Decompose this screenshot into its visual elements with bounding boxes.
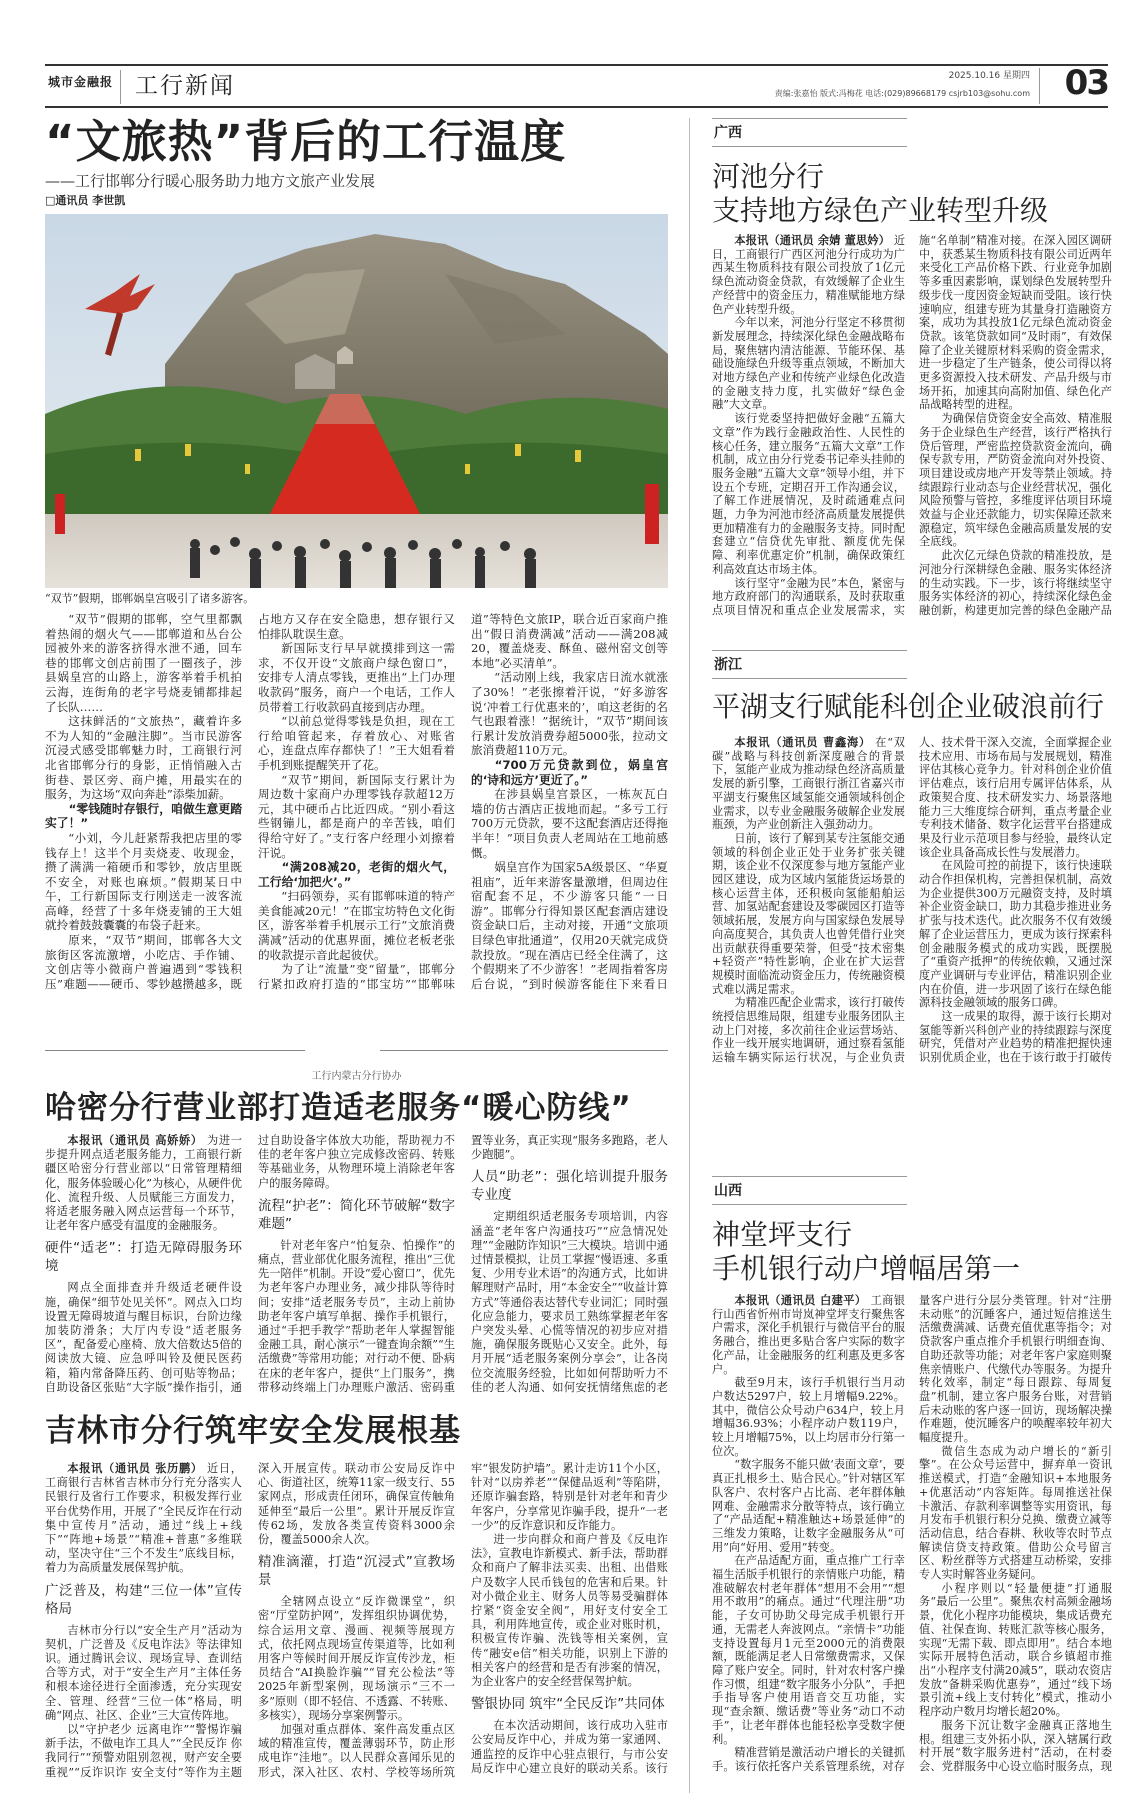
guangxi-title-line2: 支持地方绿色产业转型升级: [712, 194, 1049, 227]
subheading: 硬件“适老”：打造无障碍服务环境: [45, 1240, 242, 1275]
subheading: “满208减20，老街的烟火气，工行给‘加把火’。”: [258, 860, 455, 889]
guangxi-title-line1: 河池分行: [712, 160, 825, 193]
paragraph-text: 近日，工商银行吉林省吉林市分行充分落实人民银行及省行工作要求，积极发挥行业平台优势作用，开展了“全民反诈在行动集中宣传月”活动，通过“线上+线下”“阵地+场景”“精准+普惠”多维联动，坚决守住“三个不发生”底线目标，着力为高质量发展保驾护航。: [45, 1462, 242, 1575]
subheading: “零钱随时存银行，咱做生意更踏实了！”: [45, 801, 242, 831]
lead-article-byline: □通讯员 李世凯: [45, 194, 126, 207]
region-label-guangxi: 广西: [712, 118, 907, 147]
paragraph: 微信生态成为动户增长的“新引擎”。在公众号运营中，摒弃单一资讯推送模式，打造“金融知识+本地服务+优惠活动”内容矩阵。每周推送社保卡激活、存款利率调整等实用资讯，每月发布手机银行积分兑换、缴费立减等活动信息，结合春耕、秋收等农时节点解读信贷支持政策。借助公众号留言区、粉丝群等方式搭建互动桥梁，安排专人实时解答业务疑问。: [919, 1444, 1112, 1582]
paragraph: 在本次活动期间，该行成功入驻市公安局反诈中心，并成为第一家通网、通监控的反诈中心驻点银行，与市公安局反诈中心建立良好的联动关系。该行: [471, 1719, 668, 1775]
paragraph: 网点全面排查并升级适老硬件设施，确保“细节处见关怀”。网点入口均设置无障碍坡道与醒目标识，台阶边缘加装防滑条；大厅内专设“适老服务区”，配备爱心座椅、放大倍数达5倍的阅读放大镜、应急呼叫铃及便民医药箱，箱内常备降压药、创可贴等物品；自助设备区张贴“大字版”操作指引，通过自助设备字体放大功能，帮助视力不佳的老年客户独立完成修改密码、转账等基础业务，从物理环境上消除老年客户的服务障碍。: [45, 1134, 455, 1394]
shanxi-article-body: [712, 1294, 1112, 1774]
section-name: 工行新闻: [135, 73, 235, 99]
column-divider: [689, 118, 690, 1793]
zhejiang-article-title: 平湖支行赋能科创企业破浪前行: [712, 690, 1105, 723]
region-label-zhejiang: 浙江: [712, 650, 907, 679]
paragraph: 该行坚守“金融为民”本色，紧密与地方政府部门的沟通联系，及时获取重点项目情况和重点企业发展需求，实施“名单制”精准对接。在深入园区调研中，获悉某生物质科技有限公司近两年来受化工产品价格下跌、行业竞争加剧等多重因素影响，谋划绿色发展转型升级步伐一度因资金短缺而受阻。该行快速响应，组建专班为其量身打造融资方案，成功为其投放1亿元绿色流动资金贷款。该笔贷款如同“及时雨”，有效保障了企业关键原材料采购的资金需求，进一步稳定了生产链条，使公司得以将更多资源投入技术研发、产品升级与市场开拓，加速其向高附加值、绿色化产品战略转型的进程。: [712, 234, 1112, 617]
paragraph: 在涉县娲皇宫景区，一栋灰瓦白墙的仿古酒店正拔地而起。“多亏工行700万元贷款，要不这配套酒店还得拖半年！”项目负责人老周站在工地前感慨。: [471, 787, 668, 860]
reporter-credit: 本报讯（通讯员 余婧 董思妗）: [734, 234, 891, 247]
paragraph: “小刘，今儿赶紧帮我把店里的零钱存上！这半个月卖烧麦、收现金，攒了满满一箱硬币和零钞，放店里既不安全，对账也麻烦。”假期某日中午，工行新国际支行刚送走一波客流高峰，经营了十多年烧麦铺的王大姐就拎着鼓鼓囊囊的布袋子赶来。: [45, 830, 242, 933]
shanxi-title-line2: 手机银行动户增幅居第一: [712, 1252, 1021, 1285]
guangxi-article-body: [712, 234, 1112, 622]
lead-article-title: “文旅热”背后的工行温度: [45, 115, 567, 168]
paragraph: 新国际支行早早就摸排到这一需求，不仅开设“文旅商户绿色窗口”，安排专人清点零钱，更推出“上门办理收款码”服务，商户一个电话，工作人员带着工行收款码直接到店办理。: [258, 641, 455, 714]
subheading: 流程“护老”：简化环节破解“数字难题”: [258, 1197, 455, 1232]
paragraph: 吉林市分行以“安全生产月”活动为契机，广泛普及《反电诈法》等法律知识。通过腾讯会议、现场宣导、查训结合等方式，对于“安全生产月”主体任务和根本途径进行全面渗透，充分实现安全、管理、经营“三位一体”格局，明确“网点、社区、企业”三大宣传阵地。: [45, 1623, 242, 1722]
paragraph: 在产品适配方面，重点推广工行幸福生活版手机银行的亲情账户功能，精准破解农村老年群体“想用不会用”“想用不敢用”的痛点。通过“代理注册”功能，子女可协助父母完成手机银行开通，无需老人奔波网点。“亲情卡”功能支持设置每月1元至2000元的消费限额，既能满足老人日常缴费需求，又保障了账户安全。同时，针对农村客户操作习惯，组建“数字服务小分队”，手把手指导客户使用语音交互功能，实现“查余额、缴话费”等业务“动口不动手”，让老年群体也能轻松享受数字便利。: [712, 1554, 905, 1746]
subheading: 人员“助老”：强化培训提升服务专业度: [471, 1169, 668, 1204]
lead-paragraph: [45, 1462, 242, 1576]
lead-article-body: [45, 612, 668, 994]
nuwa-palace-photo: [45, 214, 668, 588]
reporter-credit: 本报讯（通讯员 白建平）: [734, 1294, 867, 1307]
paragraph: 针对老年客户“怕复杂、怕操作”的痛点，营业部优化服务流程，推出“三优先一陪伴”机制。开设“爱心窗口”，优先为老年客户办理业务，减少排队等待时间；安排“适老服务专员”，主动上前协助老年客户填写单据、操作手机银行，通过“手把手教学”帮助老年人掌握智能金融工具，耐心演示“一键查询余额”“生活缴费”等常用功能；对行动不便、卧病在床的老年客户，提供“上门服务”，携带移动终端上门办理账户激活、密码重置等业务，真正实现“服务多跑路，老人少跑腿”。: [258, 1134, 668, 1394]
cosponsor-note: 工行内蒙古分行协办: [311, 1071, 402, 1082]
reporter-credit: 本报讯（通讯员 曹鑫海）: [734, 736, 871, 749]
reporter-credit: 本报讯（通讯员 张历鹏）: [67, 1462, 203, 1475]
paragraph: 加强对重点群体、案件高发重点区域的精准宣传，覆盖薄弱环节，防止形成电诈“洼地”。以人民群众喜闻乐见的形式，深入社区、农村、学校等场所筑牢“银发防护墙”。累计走访11个小区，针对“以房养老”“保健品返利”等陷阱，还原诈骗套路，特别是针对老年和青少年客户，分享常见诈骗手段，提升“一老一少”的反诈意识和反诈能力。: [258, 1462, 668, 1779]
paragraph: 日前，该行了解到某专注氢能交通领域的科创企业正处于业务扩张关键期，该企业不仅深度参与地方氢能产业园区建设，成为区域内氢能货运场景的核心运营主体，还积极向氢能船舶运营、加氢站配套建设及零碳园区打造等领域拓展，发展方向与国家绿色发展导向高度契合，其负责人也曾凭借行业突出贡献获得重要荣誉，但受“技术密集+轻资产”特性影响，企业在扩大运营规模时面临流动资金压力，传统融资模式难以满足需求。: [712, 831, 905, 996]
paragraph: 全辖网点设立“反诈微课堂”，织密“厅堂防护网”，发挥组织协调优势，综合运用文章、漫画、视频等展现方式，依托网点现场宣传渠道等，比如利用客户等候时间开展反诈宣传沙龙，柜员结合“AI换脸诈骗”“冒充公检法”等2025年新型案例，现场演示“三不一多”原则（即不轻信、不透露、不转账、多核实），现场分享案例警示。: [258, 1595, 455, 1722]
masthead: 城市金融报: [48, 75, 114, 89]
paragraph-text: 为进一步提升网点适老服务能力，工商银行新疆区哈密分行营业部以“日常管理精细化，服务体验暖心化”为核心，从硬件优化、流程升级、人员赋能三方面发力，将适老服务融入网点运营每一个环节，让老年客户感受有温度的金融服务。: [45, 1134, 242, 1233]
zhejiang-article-body: [712, 736, 1112, 1072]
section-divider: [45, 1050, 305, 1051]
lead-paragraph: [712, 1294, 905, 1376]
paragraph: 这一成果的取得，源于该行长期对氢能等新兴科创产业的持续跟踪与深度研究，凭借对产业趋势的精准把握快速识别优质企业，也在于该行敢于打破传: [919, 1010, 1112, 1065]
paragraph: 该行党委坚持把做好金融“五篇大文章”作为践行金融政治性、人民性的核心任务，建立服务“五篇大文章”工作机制，成立由分行党委书记牵头挂帅的服务金融“五篇大文章”领导小组，并下设五个专班，定期召开工作沟通会议，了解工作进展情况，及时疏通难点问题，力争为河池市经济高质量发展提供更加精准有力的金融服务支持。同时配套建立“信贷优先审批、额度优先保障、利率优惠定价”机制，确保政策红利高效直达市场主体。: [712, 412, 905, 576]
section-divider: [380, 1050, 668, 1051]
subheading: 精准滴灌，打造“沉浸式”宣教场景: [258, 1554, 455, 1589]
paragraph: 精准营销是激活动户增长的关键抓手。该行依托客户关系管理系统，对存量客户进行分层分类管理。针对“注册未动账”的沉睡客户，通过短信推送生活缴费满减、话费充值优惠等指令；对贷款客户重点推介手机银行明细查询、自助还款等功能；对老年客户家庭则聚焦亲情账户、代缴代办等服务。为提升转化效率，制定“每日跟踪、每周复盘”机制，建立客户服务台账，对营销后未动账的客户逐一回访，现场解决操作难题，使沉睡客户的唤醒率较年初大幅度提升。: [712, 1294, 1112, 1773]
jilin-article-body: [45, 1462, 668, 1780]
paragraph: 为确保信贷资金安全高效、精准服务于企业绿色生产经营，该行严格执行贷后管理，严密监控贷款资金流向，确保专款专用，严防资金流向对外投资、项目建设或房地产开发等禁止领域。持续跟踪行业动态与企业经营状况，强化风险预警与管控，多维度评估项目环境效益与企业还款能力，切实保障还款来源稳定，筑牢绿色金融高质量发展的安全底线。: [919, 412, 1112, 549]
paragraph: 此次亿元绿色贷款的精准投放，是河池分行深耕绿色金融、服务实体经济的生动实践。下一步，该行将继续坚守服务实体经济的初心，持续深化绿色金融创新，构建更加完善的绿色金融产品: [919, 549, 1112, 617]
hami-article-title: 哈密分行营业部打造适老服务“暖心防线”: [45, 1090, 632, 1126]
lead-paragraph: [712, 234, 905, 316]
paragraph: 娲皇宫作为国家5A级景区、“华夏祖庙”，近年来游客量激增，但周边住宿配套不足，不少游客只能“一日游”。邯郸分行得知景区配套酒店建设资金缺口后，主动对接，开通“文旅项目绿色审批通道”，仅用20天就完成贷款投放。“现在酒店已经全住满了，这个假期来了不少游客！”老周指着客房后台说，“到时候游客能住下来看日: [471, 860, 668, 991]
paragraph: 这抹鲜活的“文旅热”，藏着许多不为人知的“金融注脚”。当市民游客沉浸式感受邯郸魅力时，工商银行河北省邯郸分行的身影，正悄悄融入古街巷、景区旁、商户摊，用最实在的服务，为这场“双向奔赴”添柴加薪。: [45, 714, 242, 802]
paragraph: “双节”期间，新国际支行累计为周边数十家商户办理零钱存款超12万元，其中硬币占比近四成。“别小看这些钢镚儿，都是商户的辛苦钱，咱们得给守好了。”支行客户经理小刘擦着汗说。: [258, 772, 455, 860]
paragraph: 以“守护老少 远离电诈”“警惕诈骗新手法，不做电诈工具人”“全民反诈 你我同行”“预警劝阻别忽视，财产安全要重视”“反诈识诈 安全支付”等作为主题深入开展宣传。联动市公安局反诈中心、街道社区，统筹11家一级支行、55家网点，形成责任闭环，确保宣传触角延伸至“最后一公里”。累计开展反诈宣传62场，发放各类宣传资料3000余份，覆盖5000余人次。: [45, 1462, 455, 1779]
paragraph: 为精准匹配企业需求，该行打破传统授信思维局限，组建专业服务团队主动上门对接，多次前往企业运营场站、作业一线开展实地调研，通过察看氢能运输车辆实际运行状况，与企业负责人、技术骨干深入交流，全面掌握企业技术应用、市场布局与发展规划，精准评估其核心竞争力。针对科创企业价值评估难点，该行启用专属评估体系，从政策契合度、技术研发实力、场景落地能力三大维度综合研判，重点考量企业专利技术储备、数字化运营平台搭建成果及行业示范项目参与经验，最终认定该企业具备高成长性与发展潜力。: [712, 736, 1112, 1065]
page-number: 03: [1064, 63, 1108, 103]
paragraph: “活动刚上线，我家店日流水就涨了30%！”老张擦着汗说，“好多游客说‘冲着工行优惠来的’，咱这老街的名气也跟着涨！”据统计，“双节”期间该行累计发放消费券超5000张，拉动文旅消费超110万元。: [471, 670, 668, 758]
paragraph: 定期组织适老服务专项培训，内容涵盖“老年客户沟通技巧”“应急情况处理”“金融防诈知识”三大模块。培训中通过情景模拟，让员工掌握“慢语速、多重复、少用专业术语”的沟通方式，比如讲解理财产品时，用“本金安全”“收益计算方式”等通俗表达替代专业词汇；同时强化应急能力，要求员工熟练掌握老年客户突发头晕、心慌等情况的初步应对措施，确保服务既贴心又安全。此外，每月开展“适老服务案例分享会”，让各岗位交流服务经验，比如如何帮助听力不佳的老人沟通、如何安抚情绪焦虑的老: [471, 1210, 668, 1394]
paragraph: 进一步向群众和商户普及《反电诈法》，宣教电诈新模式、新手法，帮助群众和商户了解非法买卖、出租、出借账户及数字人民币钱包的危害和后果。针对小微企业主、财务人员等易受骗群体拧紧“资金安全阀”，用好支付安全工具，利用阵地宣传，或企业对账时机，积极宣传诈骗、洗钱等相关案例，宣传“融安e信”相关功能，识别上下游的相关客户的经营和是否有涉案的情况，为企业客户的安全经营保驾护航。: [471, 1533, 668, 1689]
reporter-credit: 本报讯（通讯员 高娇娇）: [67, 1134, 203, 1147]
paragraph-text: 近日，工商银行广西区河池分行成功为广西某生物质科技有限公司投放了1亿元绿色流动资金贷款，有效缓解了企业生产经营中的资金压力，精准赋能地方绿色产业转型升级。: [712, 234, 906, 316]
subheading: 警银协同 筑牢“全民反诈”共同体: [471, 1696, 665, 1713]
paragraph: “扫码领券，买有邯郸味道的特产美食能减20元！”在邯宝坊特色文化街区，游客举着手机展示工行“文旅消费满减”活动的优惠界面，摊位老板老张的收款提示音此起彼伏。: [258, 889, 455, 962]
header-divider: [120, 70, 121, 104]
paragraph-text: 工商银行山西省忻州市岢岚神堂坪支行聚焦客户需求，深化手机银行与微信平台的服务融合，推出更多贴合客户实际的数字化产品，让金融服务的红利惠及更多客户。: [712, 1294, 905, 1376]
subheading: “700万元贷款到位，娲皇宫的‘诗和远方’更近了。”: [471, 757, 668, 787]
lead-paragraph: [45, 1134, 242, 1233]
paragraph: “双节”假期的邯郸，空气里都飘着热闹的烟火气——邯郸道和丛台公园被外来的游客挤得水泄不通，回车巷的邯郸文创店前围了一圈孩子，涉县娲皇宫的山路上，游客举着手机拍云海，连街角的老字号烧麦铺都排起了长队……: [45, 612, 242, 714]
shanxi-title-line1: 神堂坪支行: [712, 1218, 853, 1251]
hami-article-body: [45, 1134, 668, 1396]
paragraph: 为了让“流量”变“留量”，邯郸分行紧扣政府打造的“邯宝坊”“邯郸味道”等特色文旅IP，联合近百家商户推出“假日消费满减”活动——满208减20，覆盖烧麦、酥鱼、磁州窑文创等本地“必买清单”。: [258, 612, 668, 991]
paragraph: 小程序则以“轻量便捷”打通服务“最后一公里”。聚焦农村高频金融场景，优化小程序功能模块，集成话费充值、社保查询、转账汇款等核心服务，实现“无需下载、即点即用”。结合本地实际开展特色活动，联合乡镇超市推出“小程序支付满20减5”，联动农资店发放“备耕采购优惠券”，通过“线下场景引流+线上支付转化”模式，推动小程序动户数月均增长超20%。: [919, 1581, 1112, 1719]
issue-date: 2025.10.16 星期四: [948, 71, 1030, 81]
lead-article-subtitle: ——工行邯郸分行暖心服务助力地方文旅产业发展: [45, 172, 376, 190]
lead-paragraph: [712, 736, 905, 832]
photo-caption: “双节”假期，邯郸娲皇宫吸引了诸多游客。: [45, 592, 255, 605]
region-label-shanxi: 山西: [712, 1176, 907, 1205]
header-top-rule: [45, 64, 1108, 66]
header-bottom-rule: [45, 106, 1108, 108]
paragraph: 截至9月末，该行手机银行当月动户数达5297户，较上月增幅9.22%。其中，微信公众号动户634户，较上月增幅36.93%；小程序动户数119户，较上月增幅75%，以上均居市分行第一位次。: [712, 1376, 905, 1458]
paragraph: 今年以来，河池分行坚定不移贯彻新发展理念，持续深化绿色金融战略布局，聚焦辖内清洁能源、节能环保、基础设施绿色升级等重点领域，不断加大对地方绿色产业和传统产业绿色化改造的金融支持力度，扎实做好“绿色金融”大文章。: [712, 316, 905, 412]
paragraph-text: 在“双碳”战略与科技创新深度融合的背景下，氢能产业成为推动绿色经济高质量发展的新引擎，工商银行浙江省嘉兴市平湖支行聚焦区域氢能交通领域科创企业需求，以专业金融服务破解企业发展瓶颈，为产业创新注入强劲动力。: [712, 736, 905, 832]
editor-credits: 责编:张嘉怡 版式:冯梅花 电话:(029)89668179 csjrb103@sohu.com: [774, 89, 1030, 98]
paragraph: “数字服务不能只做‘表面文章’，要真正扎根乡土、贴合民心。”针对辖区军队客户、农村客户占比高、老年群体触网难、金融需求分散等特点，该行确立了“产品适配+精准触达+场景延伸”的三维发力策略，让数字金融服务从“可用”向“好用、爱用”转变。: [712, 1458, 905, 1554]
paragraph: 在风险可控的前提下，该行快速联动合作担保机构，完善担保机制，高效为企业提供300万元融资支持，及时填补企业资金缺口，助力其稳步推进业务扩张与技术迭代。此次服务不仅有效缓解了企业运营压力，更成为该行探索科创金融服务模式的成功实践，既摆脱了“重资产抵押”的传统依赖，又通过深度产业调研与专业评估，精准识别企业内在价值，进一步巩固了该行在绿色能源科技金融领域的服务口碑。: [919, 859, 1112, 1010]
paragraph: 服务下沉让数字金融真正落地生根。组建三支外拓小队，深入辖属行政村开展“数字服务进村”活动，在村委会、党群服务中心设立临时服务点，现: [919, 1718, 1112, 1773]
subheading: 广泛普及，构建“三位一体”宣传格局: [45, 1582, 242, 1617]
paragraph: “以前总觉得零钱是负担，现在工行给咱管起来，存着放心、对账省心，连盘点库存都快了！”王大姐看着手机到账提醒笑开了花。: [258, 714, 455, 772]
header-divider: [1039, 68, 1040, 104]
paragraph: 原来，“双节”期间，邯郸各大文旅街区客流激增，小吃店、手作铺、文创店等小微商户普遍遇到“零钱积压”难题——硬币、零钞越攒越多，既占地方又存在安全隐患，想存银行又怕排队耽误生意。: [45, 612, 455, 991]
jilin-article-title: 吉林市分行筑牢安全发展根基: [45, 1413, 461, 1449]
